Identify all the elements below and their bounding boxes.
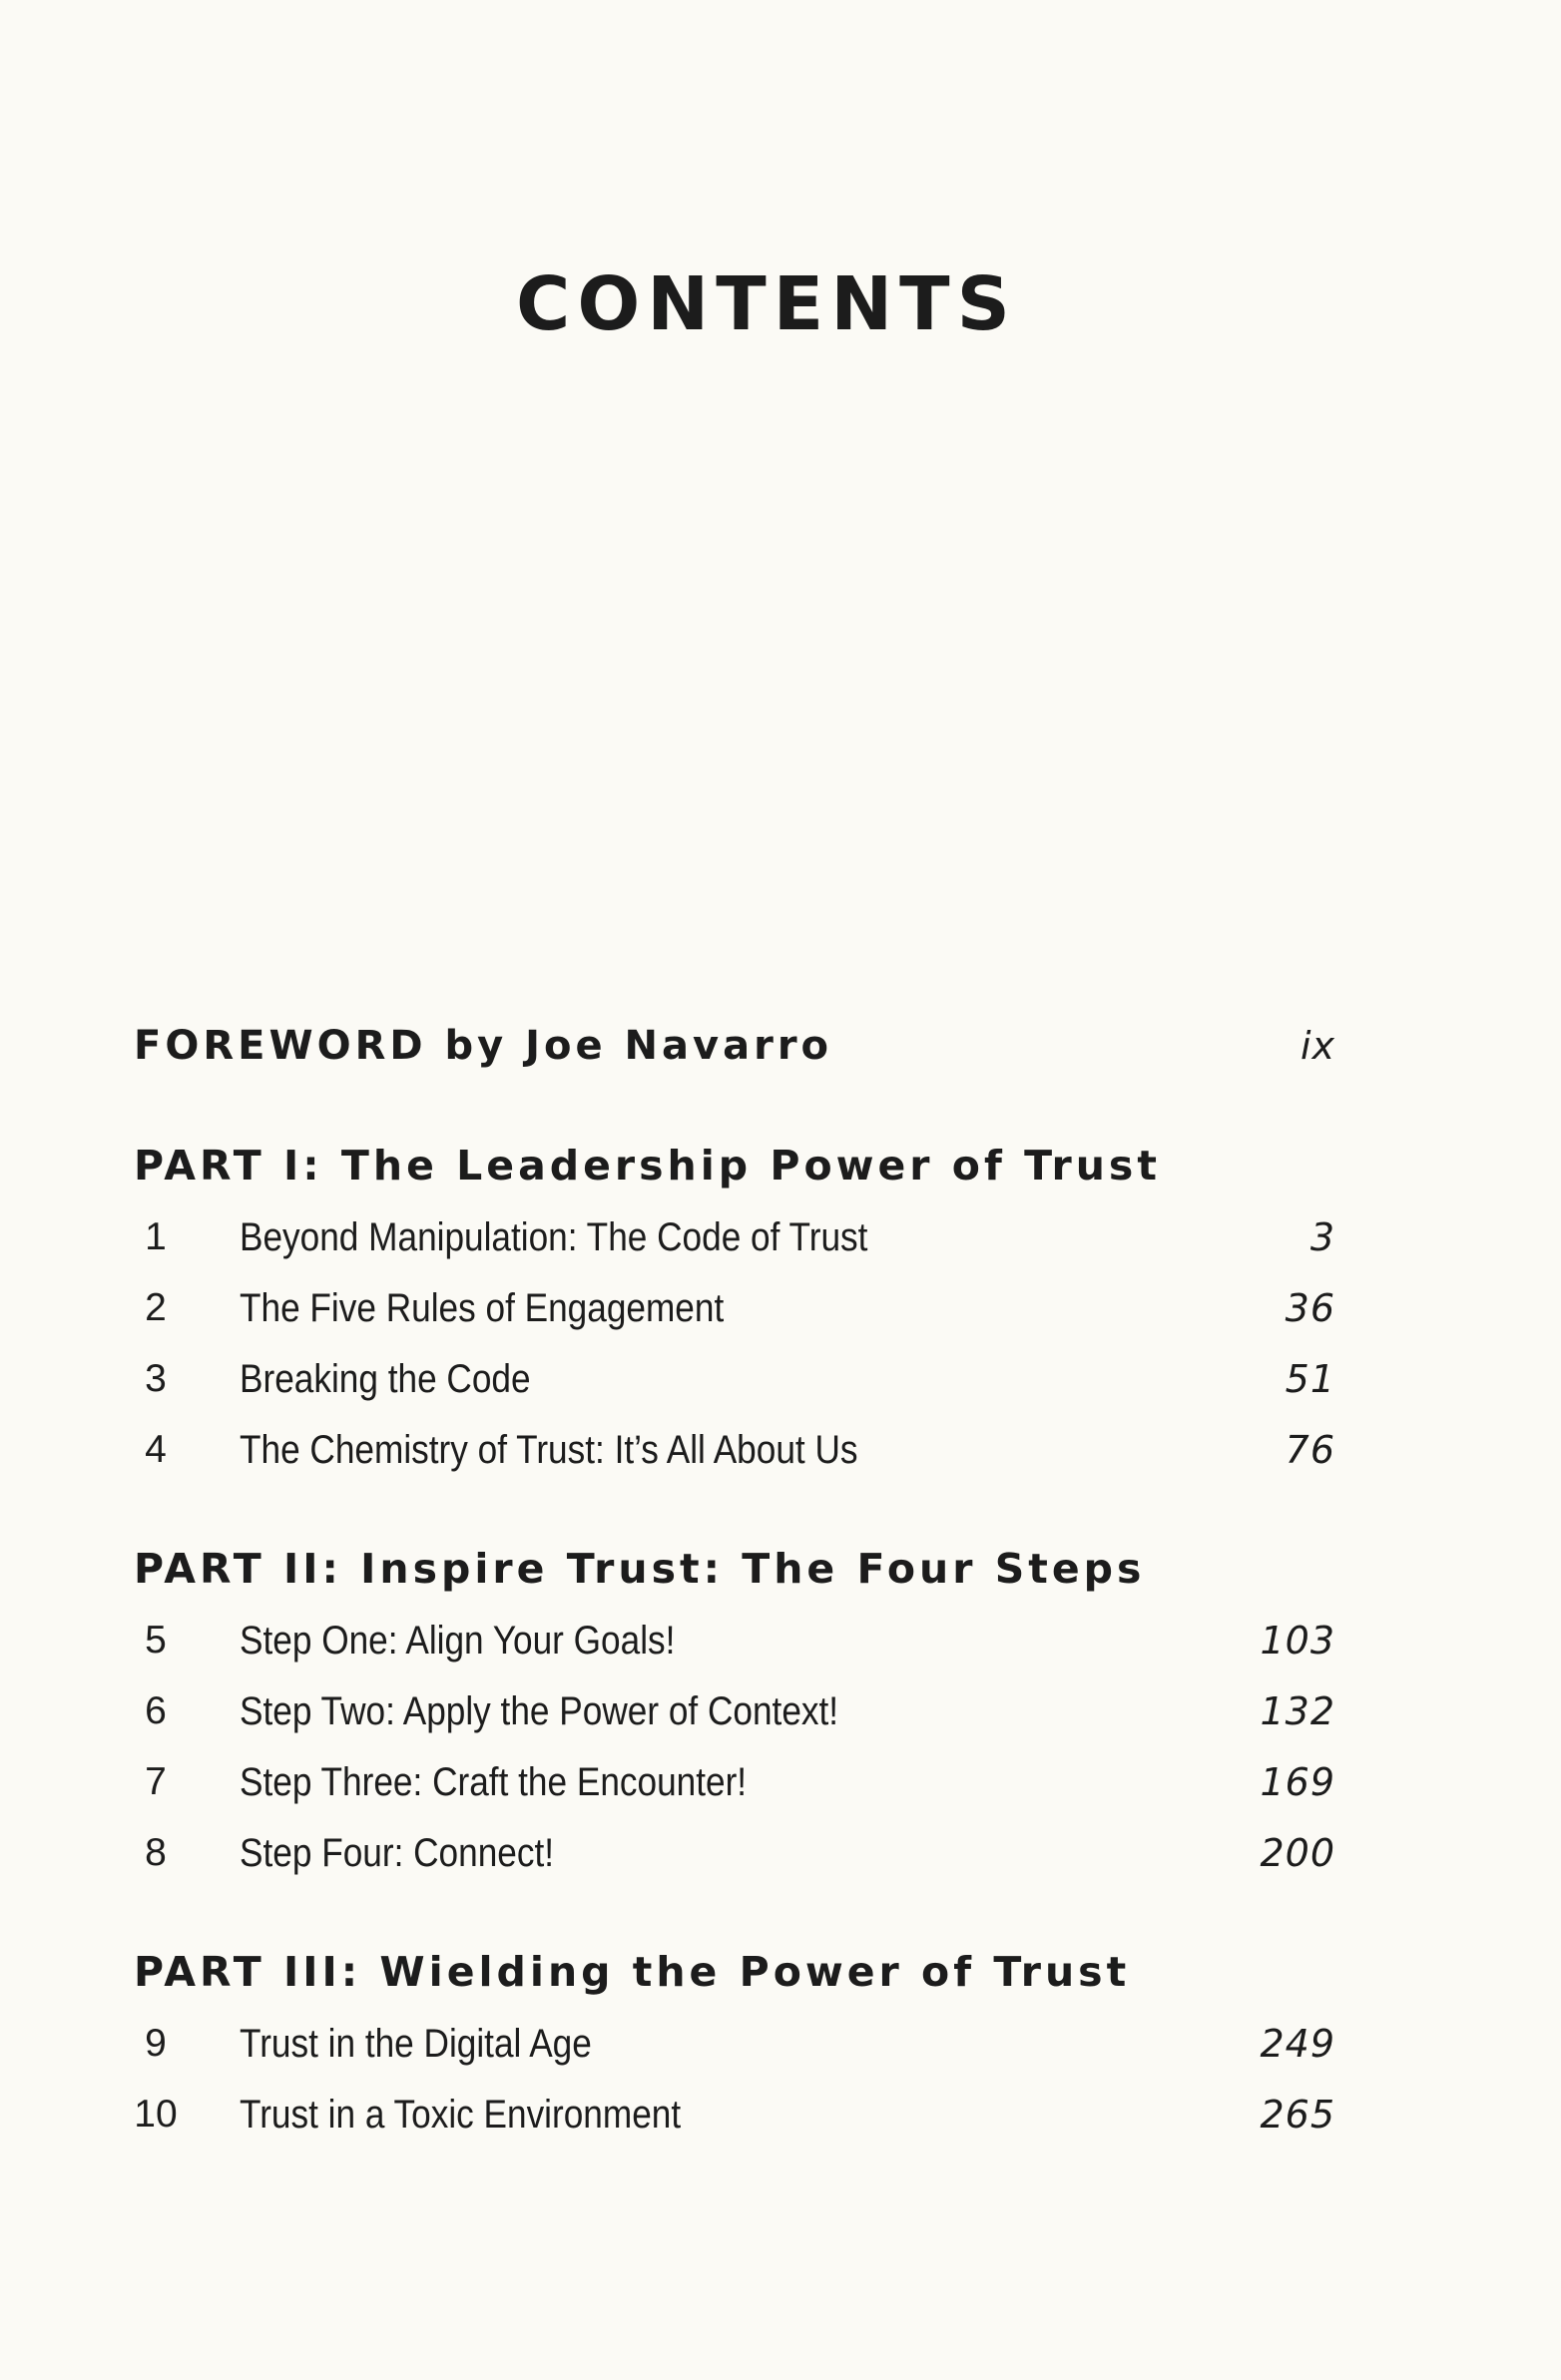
- chapter-page-number: 51: [1285, 1357, 1335, 1401]
- chapter-number: 10: [134, 2093, 178, 2136]
- chapter-number: 9: [145, 2022, 167, 2065]
- chapter-title: The Chemistry of Trust: It’s All About Us: [240, 1428, 858, 1472]
- chapter-entry: [134, 1207, 1335, 1278]
- chapter-page-number: 76: [1285, 1428, 1335, 1472]
- chapter-entry: [134, 1278, 1335, 1349]
- chapter-page-number: 200: [1260, 1831, 1335, 1875]
- part-1-section: [134, 1136, 1335, 1491]
- chapter-number: 1: [145, 1215, 167, 1258]
- chapter-number: 6: [145, 1689, 167, 1732]
- chapter-page-number: 265: [1260, 2093, 1335, 2137]
- chapter-title: Trust in a Toxic Environment: [240, 2093, 682, 2137]
- chapter-page-number: 103: [1260, 1619, 1335, 1663]
- foreword-label: FOREWORD by Joe Navarro: [134, 1023, 833, 1069]
- chapter-number: 4: [145, 1428, 167, 1471]
- chapter-page-number: 132: [1260, 1689, 1335, 1733]
- foreword-entry: [134, 1016, 1335, 1076]
- part-3-section: [134, 1942, 1335, 2155]
- chapter-number: 2: [145, 1286, 167, 1329]
- chapter-entry: [134, 1420, 1335, 1491]
- chapter-entry: [134, 2085, 1335, 2155]
- part-heading: PART I: The Leadership Power of Trust: [134, 1142, 1161, 1190]
- foreword-page-number: ix: [1300, 1024, 1335, 1068]
- chapter-page-number: 249: [1260, 2022, 1335, 2066]
- chapter-entry: [134, 2014, 1335, 2085]
- chapter-entry: [134, 1681, 1335, 1752]
- chapter-title: The Five Rules of Engagement: [240, 1286, 725, 1330]
- chapter-title: Step One: Align Your Goals!: [240, 1619, 676, 1663]
- part-heading: PART II: Inspire Trust: The Four Steps: [134, 1545, 1146, 1593]
- chapter-title: Trust in the Digital Age: [240, 2022, 592, 2066]
- chapter-entry: [134, 1349, 1335, 1420]
- chapter-entry: [134, 1823, 1335, 1894]
- chapter-number: 8: [145, 1831, 167, 1874]
- chapter-entry: [134, 1752, 1335, 1823]
- chapter-page-number: 3: [1309, 1215, 1335, 1259]
- chapter-entry: [134, 1611, 1335, 1681]
- part-heading: PART III: Wielding the Power of Trust: [134, 1948, 1131, 1996]
- chapter-number: 5: [145, 1619, 167, 1662]
- chapter-title: Beyond Manipulation: The Code of Trust: [240, 1215, 868, 1259]
- chapter-title: Step Three: Craft the Encounter!: [240, 1760, 748, 1804]
- page-title: CONTENTS: [516, 261, 1017, 347]
- chapter-page-number: 169: [1260, 1760, 1335, 1804]
- chapter-page-number: 36: [1285, 1286, 1335, 1330]
- chapter-title: Breaking the Code: [240, 1357, 531, 1401]
- chapter-title: Step Two: Apply the Power of Context!: [240, 1689, 839, 1733]
- chapter-title: Step Four: Connect!: [240, 1831, 555, 1875]
- part-2-section: [134, 1539, 1335, 1894]
- chapter-number: 7: [145, 1760, 167, 1803]
- chapter-number: 3: [145, 1357, 167, 1400]
